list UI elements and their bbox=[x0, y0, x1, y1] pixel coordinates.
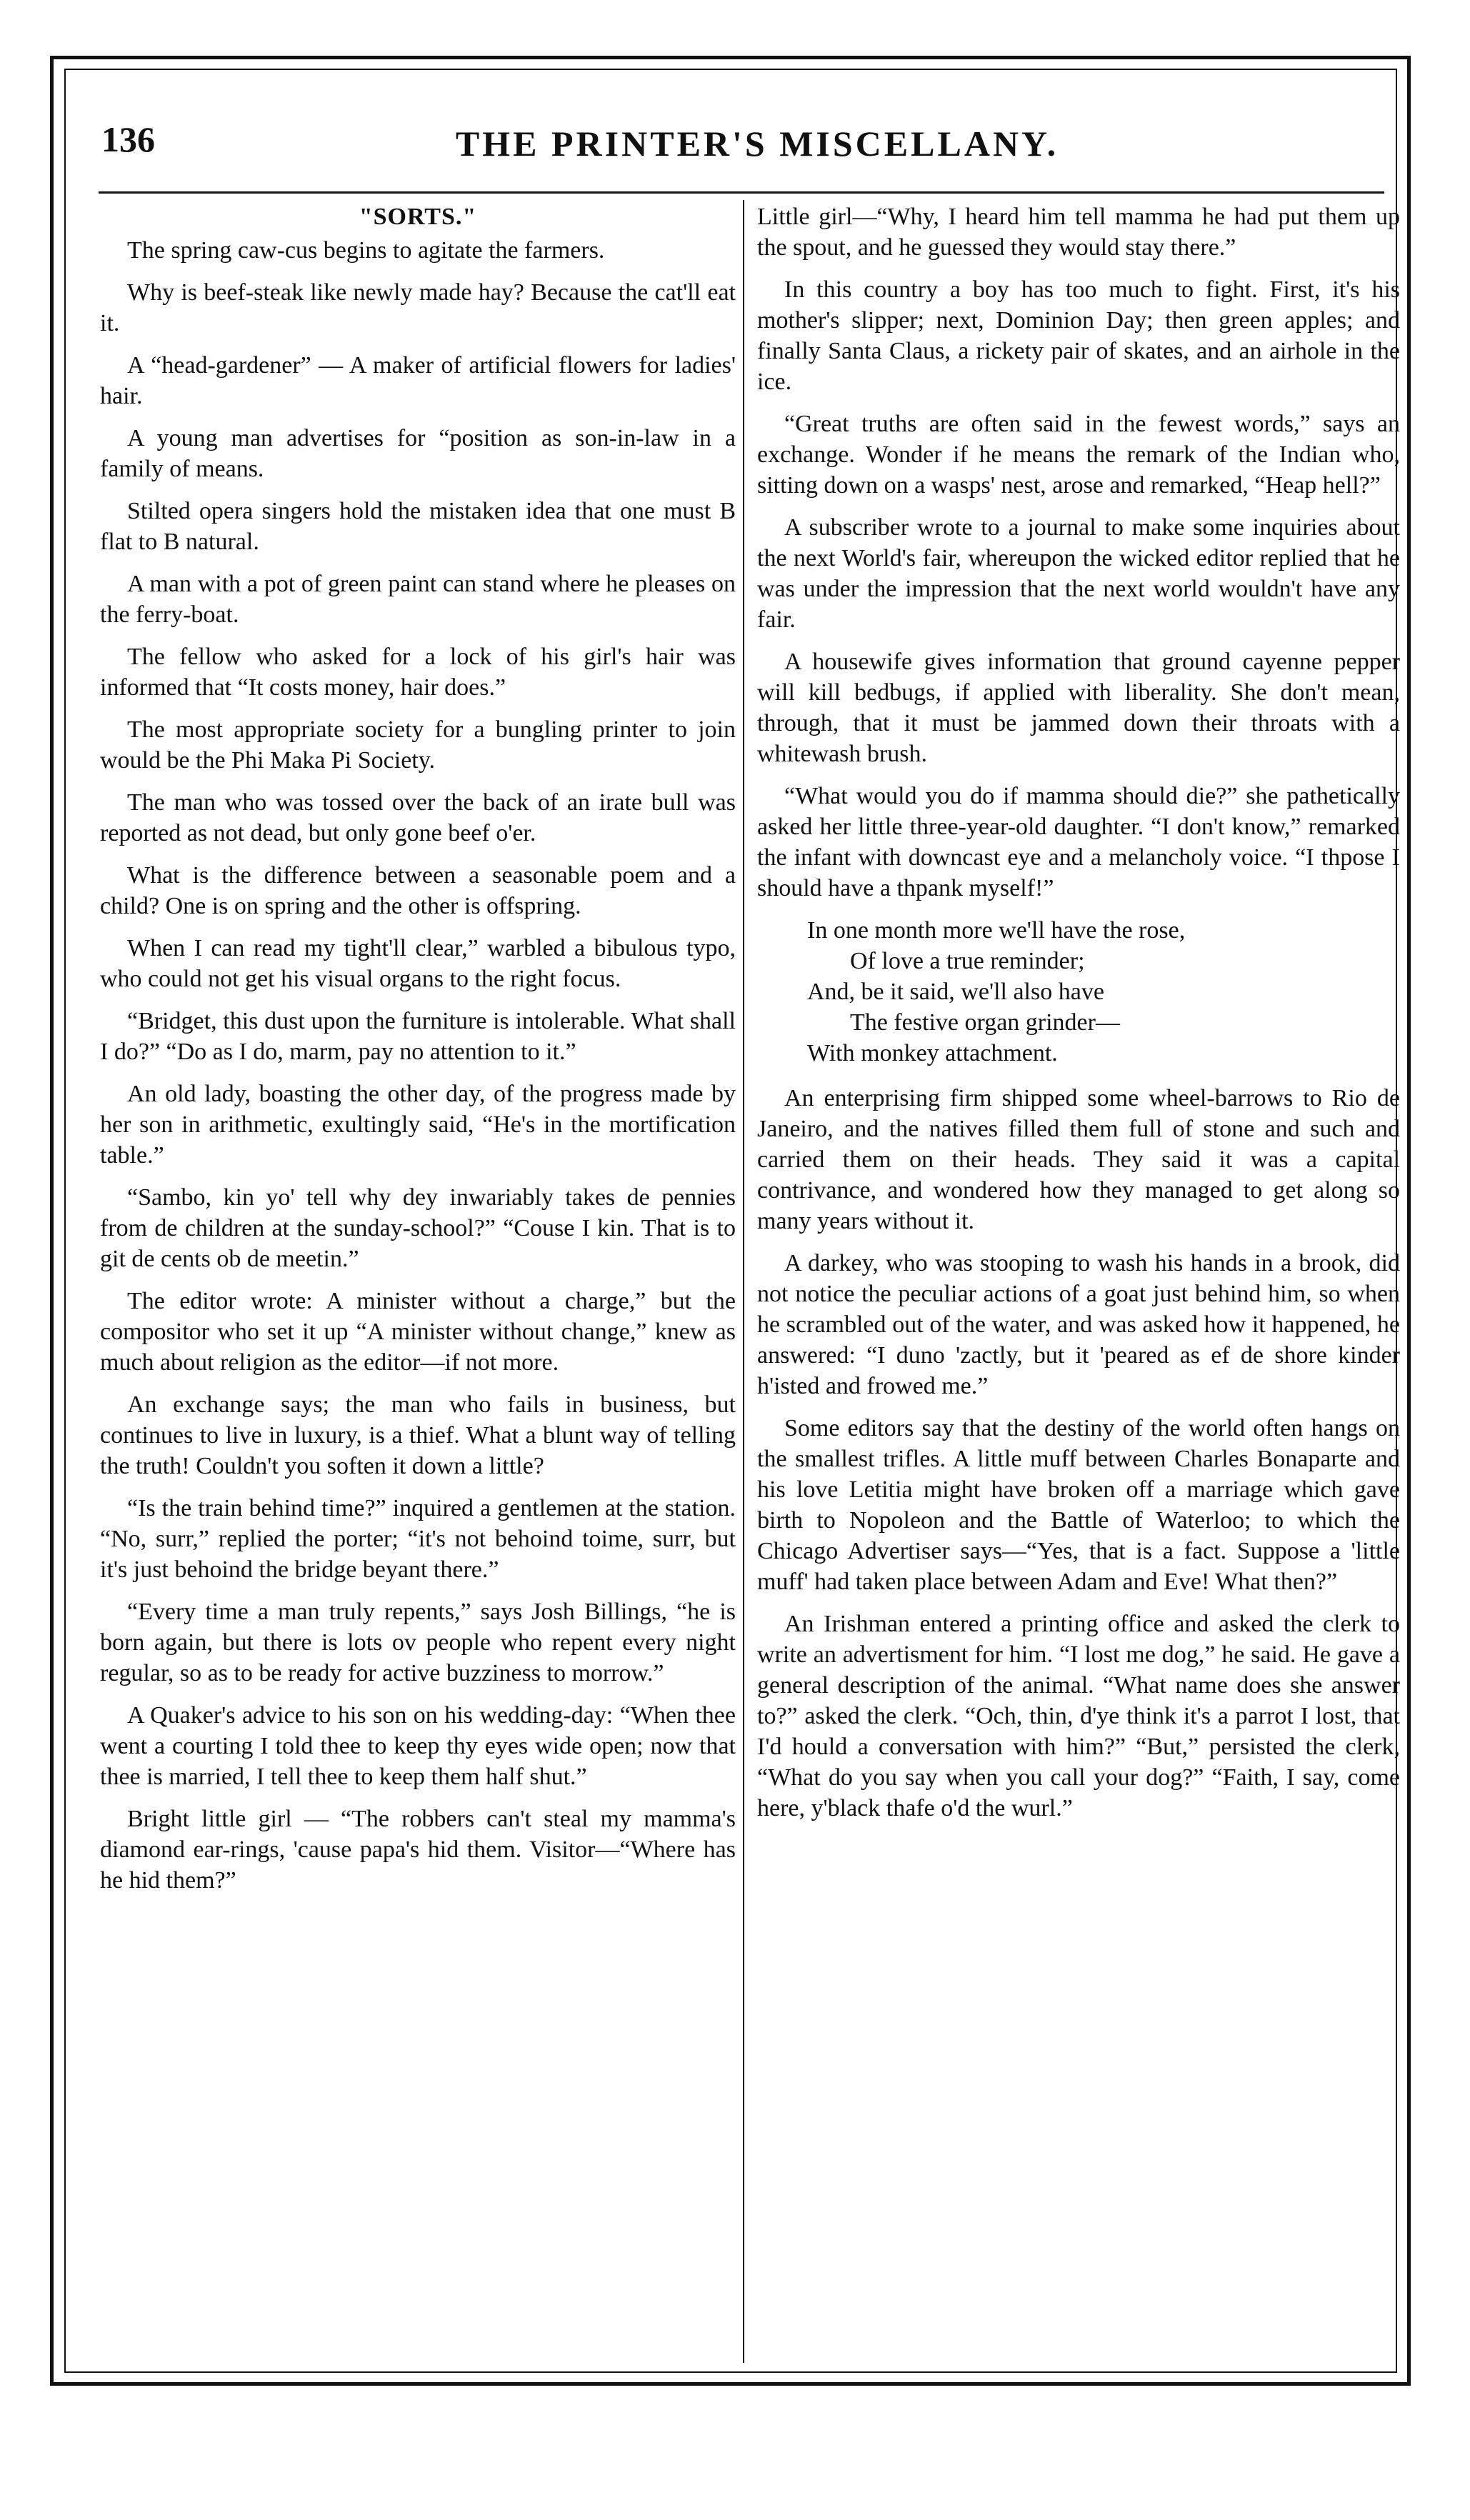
paragraph: Bright little girl — “The robbers can't steal my mamma's diamond ear-rings, 'cause papa's hid them. Visitor—“Where has he hid them?” bbox=[100, 1806, 736, 1894]
right-column bbox=[757, 201, 1400, 1835]
paragraph: A darkey, who was stooping to wash his hands in a brook, did not notice the peculiar actions of a goat just behind him, so when he scrambled out of the water, and was asked how it happened, he answered: “I duno 'zactly, but it 'peared as ef de shore kinder h'isted and frowed me.” bbox=[757, 1250, 1400, 1399]
paragraph: An old lady, boasting the other day, of the progress made by her son in arithmetic, exultingly said, “He's in the mortification table.” bbox=[100, 1081, 736, 1169]
right-paragraphs-bottom bbox=[757, 1083, 1400, 1824]
paragraph: A subscriber wrote to a journal to make some inquiries about the next World's fair, whereupon the wicked editor replied that he was under the impression that the next world wouldn't have any fair. bbox=[757, 514, 1400, 633]
paragraph: A “head-gardener” — A maker of artificial flowers for ladies' hair. bbox=[100, 352, 736, 409]
paragraph: A man with a pot of green paint can stand where he pleases on the ferry-boat. bbox=[100, 571, 736, 628]
right-paragraphs-top bbox=[757, 201, 1400, 904]
paragraph: The fellow who asked for a lock of his girl's hair was informed that “It costs money, hair does.” bbox=[100, 644, 736, 701]
paragraph: Why is beef-steak like newly made hay? Because the cat'll eat it. bbox=[100, 279, 736, 336]
paragraph: “Great truths are often said in the fewest words,” says an exchange. Wonder if he means the remark of the Indian who, sitting down on a wasps' nest, arose and remarked, “Heap hell?” bbox=[757, 411, 1400, 499]
paragraph: A housewife gives information that ground cayenne pepper will kill bedbugs, if applied with liberality. She don't mean, through, that it must be jammed down their throats with a whitewash brush. bbox=[757, 649, 1400, 767]
paragraph: The most appropriate society for a bungling printer to join would be the Phi Maka Pi Society. bbox=[100, 716, 736, 774]
poem bbox=[757, 915, 1400, 1069]
paragraph: When I can read my tight'll clear,” warbled a bibulous typo, who could not get his visual organs to the right focus. bbox=[100, 935, 736, 992]
paragraph: “What would you do if mamma should die?” she pathetically asked her little three-year-old daughter. “I don't know,” remarked the infant with downcast eye and a melancholy voice. “I thpose I should have a thpank myself!” bbox=[757, 783, 1400, 901]
paragraph: An enterprising firm shipped some wheel-barrows to Rio de Janeiro, and the natives filled them full of stone and such and carried them on their heads. They said it was a capital contrivance, and wondered how they managed to get along so many years without it. bbox=[757, 1085, 1400, 1234]
left-paragraphs bbox=[100, 235, 736, 1896]
paragraph: Little girl—“Why, I heard him tell mamma he had put them up the spout, and he guessed they would stay there.” bbox=[757, 204, 1400, 261]
poem-line: The festive organ grinder— bbox=[850, 1009, 1120, 1036]
paragraph: “Is the train behind time?” inquired a gentlemen at the station. “No, surr,” replied the porter; “it's not behoind toime, surr, but it's just behoind the bridge beyant there.” bbox=[100, 1495, 736, 1583]
paragraph: “Sambo, kin yo' tell why dey inwariably takes de pennies from de children at the sunday-school?” “Couse I kin. That is to git de cents ob de meetin.” bbox=[100, 1184, 736, 1272]
left-column bbox=[100, 201, 736, 1907]
paragraph: What is the difference between a seasonable poem and a child? One is on spring and the other is offspring. bbox=[100, 862, 736, 919]
paragraph: In this country a boy has too much to fight. First, it's his mother's slipper; next, Dominion Day; then green apples; and finally Santa Claus, a rickety pair of skates, and an airhole in the ice. bbox=[757, 276, 1400, 395]
paragraph: “Every time a man truly repents,” says Josh Billings, “he is born again, but there is lots ov people who repent every night regular, so as to be ready for active buzziness to morrow.” bbox=[100, 1599, 736, 1686]
paragraph: A young man advertises for “position as son-in-law in a family of means. bbox=[100, 425, 736, 482]
poem-line: And, be it said, we'll also have bbox=[807, 979, 1104, 1005]
paragraph: “Bridget, this dust upon the furniture is intolerable. What shall I do?” “Do as I do, marm, pay no attention to it.” bbox=[100, 1008, 736, 1065]
poem-line: In one month more we'll have the rose, bbox=[807, 917, 1186, 944]
paragraph: Stilted opera singers hold the mistaken idea that one must B flat to B natural. bbox=[100, 498, 736, 555]
poem-line: Of love a true reminder; bbox=[850, 948, 1085, 974]
section-title: "SORTS." bbox=[359, 204, 477, 230]
paragraph: An exchange says; the man who fails in business, but continues to live in luxury, is a thief. What a blunt way of telling the truth! Couldn't you soften it down a little? bbox=[100, 1391, 736, 1479]
page-header bbox=[86, 107, 1386, 179]
poem-line: With monkey attachment. bbox=[807, 1040, 1058, 1066]
paragraph: Some editors say that the destiny of the world often hangs on the smallest trifles. A little muff between Charles Bonaparte and his love Letitia might have broken off a marriage which gave birth to Nopoleon and the Battle of Waterloo; to which the Chicago Advertiser says—“Yes, that is a fact. Suppose a 'little muff' had taken place between Adam and Eve! What then?” bbox=[757, 1415, 1400, 1595]
column-divider bbox=[743, 200, 744, 2363]
paragraph: A Quaker's advice to his son on his wedding-day: “When thee went a courting I told thee to keep thy eyes wide open; now that thee is married, I tell thee to keep them half shut.” bbox=[100, 1702, 736, 1790]
paragraph: The spring caw-cus begins to agitate the farmers. bbox=[127, 237, 605, 264]
page-number: 136 bbox=[101, 119, 155, 159]
running-title: THE PRINTER'S MISCELLANY. bbox=[455, 124, 1059, 164]
paragraph: An Irishman entered a printing office and asked the clerk to write an advertisment for him. “I lost me dog,” he said. He gave a general description of the animal. “What name does she answer to?” asked the clerk. “Och, thin, d'ye think it's a parrot I lost, that I'd hould a conversation with him?” “But,” persisted the clerk, “What do you say when you call your dog?” “Faith, I say, come here, y'black thafe o'd the wurl.” bbox=[757, 1611, 1400, 1821]
header-rule bbox=[99, 191, 1384, 194]
paragraph: The editor wrote: A minister without a charge,” but the compositor who set it up “A minister without change,” knew as much about religion as the editor—if not more. bbox=[100, 1288, 736, 1376]
paragraph: The man who was tossed over the back of an irate bull was reported as not dead, but only gone beef o'er. bbox=[100, 789, 736, 846]
